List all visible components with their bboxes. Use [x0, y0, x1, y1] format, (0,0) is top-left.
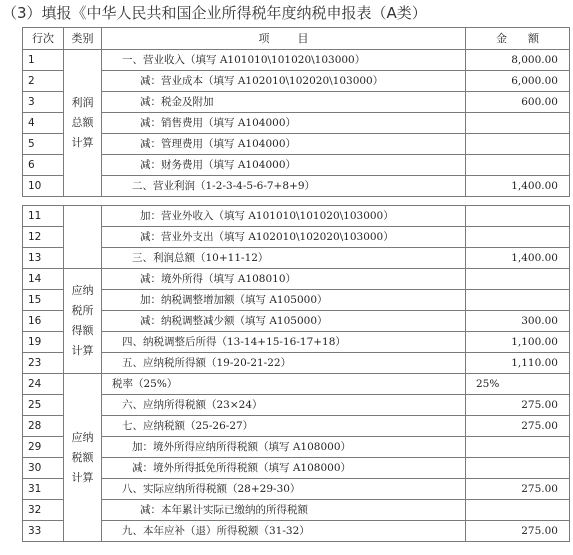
row-item: 减：管理费用（填写 A104000） — [102, 134, 466, 155]
table-row — [23, 395, 570, 416]
row-item: 加：纳税调整增加额（填写 A105000） — [102, 290, 466, 311]
row-amount — [466, 206, 570, 227]
row-item: 减：境外所得抵免所得税额（填写 A108000） — [102, 458, 466, 479]
row-amount: 275.00 — [466, 479, 570, 500]
table-row — [23, 353, 570, 374]
row-amount — [466, 227, 570, 248]
row-amount — [466, 290, 570, 311]
row-amount — [466, 113, 570, 134]
row-amount — [466, 437, 570, 458]
row-amount — [466, 458, 570, 479]
category-profit: 利润总额计算 — [71, 96, 94, 149]
table-row — [23, 155, 570, 176]
table-row — [23, 332, 570, 353]
table-row — [23, 311, 570, 332]
row-item: 税率（25%） — [102, 374, 466, 395]
row-no: 24 — [23, 374, 64, 395]
table-row — [23, 374, 570, 395]
header-category: 类别 — [64, 28, 102, 50]
category-cell — [64, 50, 102, 197]
page-title: （3）填报《中华人民共和国企业所得税年度纳税申报表（A类） — [2, 4, 427, 22]
row-amount — [466, 155, 570, 176]
row-no: 14 — [23, 269, 64, 290]
row-item: 三、利润总额（10+11-12） — [102, 248, 466, 269]
row-item: 加：境外所得应纳所得税额（填写 A108000） — [102, 437, 466, 458]
category-cell — [64, 374, 102, 542]
row-no: 23 — [23, 353, 64, 374]
row-item: 减：境外所得（填写 A108010） — [102, 269, 466, 290]
row-amount — [466, 500, 570, 521]
row-amount: 275.00 — [466, 395, 570, 416]
table-row — [23, 437, 570, 458]
table-row — [23, 521, 570, 542]
row-no: 33 — [23, 521, 64, 542]
row-no: 16 — [23, 311, 64, 332]
tax-table-top — [22, 27, 570, 197]
row-item: 一、营业收入（填写 A101010\101020\103000） — [102, 50, 466, 71]
row-item: 二、营业利润（1-2-3-4-5-6-7+8+9） — [102, 176, 466, 197]
table-row — [23, 458, 570, 479]
row-item: 八、实际应纳所得税额（28+29-30） — [102, 479, 466, 500]
row-item: 四、纳税调整后所得（13-14+15-16-17+18） — [102, 332, 466, 353]
category-cell — [64, 269, 102, 374]
row-amount: 8,000.00 — [466, 50, 570, 71]
table-row — [23, 500, 570, 521]
row-item: 减：销售费用（填写 A104000） — [102, 113, 466, 134]
table-row — [23, 227, 570, 248]
table-row — [23, 50, 570, 71]
row-no: 5 — [23, 134, 64, 155]
row-amount: 1,400.00 — [466, 176, 570, 197]
row-item: 九、本年应补（退）所得税额（31-32） — [102, 521, 466, 542]
row-no: 3 — [23, 92, 64, 113]
row-item: 五、应纳税所得额（19-20-21-22） — [102, 353, 466, 374]
row-item: 减：本年累计实际已缴纳的所得税额 — [102, 500, 466, 521]
row-no: 31 — [23, 479, 64, 500]
table-row — [23, 479, 570, 500]
table-row — [23, 248, 570, 269]
row-item: 减：财务费用（填写 A104000） — [102, 155, 466, 176]
row-item: 减：纳税调整减少额（填写 A105000） — [102, 311, 466, 332]
category-tax: 应纳税额计算 — [71, 430, 94, 484]
row-no: 28 — [23, 416, 64, 437]
table-row — [23, 290, 570, 311]
table-row — [23, 113, 570, 134]
row-no: 11 — [23, 206, 64, 227]
row-no: 12 — [23, 227, 64, 248]
table-row — [23, 206, 570, 227]
row-amount — [466, 269, 570, 290]
row-no: 6 — [23, 155, 64, 176]
tax-table-bottom — [22, 205, 570, 542]
table-row — [23, 176, 570, 197]
row-no: 4 — [23, 113, 64, 134]
row-item: 六、应纳所得税额（23×24） — [102, 395, 466, 416]
row-amount: 275.00 — [466, 521, 570, 542]
row-no: 32 — [23, 500, 64, 521]
table-header-row — [23, 28, 570, 50]
row-amount: 6,000.00 — [466, 71, 570, 92]
table-row — [23, 416, 570, 437]
header-amount: 金 额 — [466, 28, 570, 50]
row-amount: 1,400.00 — [466, 248, 570, 269]
row-amount: 1,110.00 — [466, 353, 570, 374]
row-amount: 275.00 — [466, 416, 570, 437]
row-no: 2 — [23, 71, 64, 92]
category-taxable: 应纳税所得额计算 — [71, 284, 94, 357]
row-item: 七、应纳税额（25-26-27） — [102, 416, 466, 437]
row-no: 13 — [23, 248, 64, 269]
header-row-no: 行次 — [23, 28, 64, 50]
row-item: 加：营业外收入（填写 A101010\101020\103000） — [102, 206, 466, 227]
row-no: 19 — [23, 332, 64, 353]
row-amount — [466, 134, 570, 155]
row-item: 减：税金及附加 — [102, 92, 466, 113]
row-no: 1 — [23, 50, 64, 71]
row-no: 29 — [23, 437, 64, 458]
row-amount: 25% — [466, 374, 570, 395]
table-row — [23, 269, 570, 290]
row-no: 30 — [23, 458, 64, 479]
table-row — [23, 92, 570, 113]
row-amount: 600.00 — [466, 92, 570, 113]
row-item: 减：营业外支出（填写 A102010\102020\103000） — [102, 227, 466, 248]
row-no: 15 — [23, 290, 64, 311]
row-item: 减：营业成本（填写 A102010\102020\103000） — [102, 71, 466, 92]
row-no: 10 — [23, 176, 64, 197]
table-row — [23, 134, 570, 155]
row-amount: 1,100.00 — [466, 332, 570, 353]
row-amount: 300.00 — [466, 311, 570, 332]
category-cell-empty — [64, 206, 102, 269]
header-item: 项 目 — [102, 28, 466, 50]
table-row — [23, 71, 570, 92]
row-no: 25 — [23, 395, 64, 416]
